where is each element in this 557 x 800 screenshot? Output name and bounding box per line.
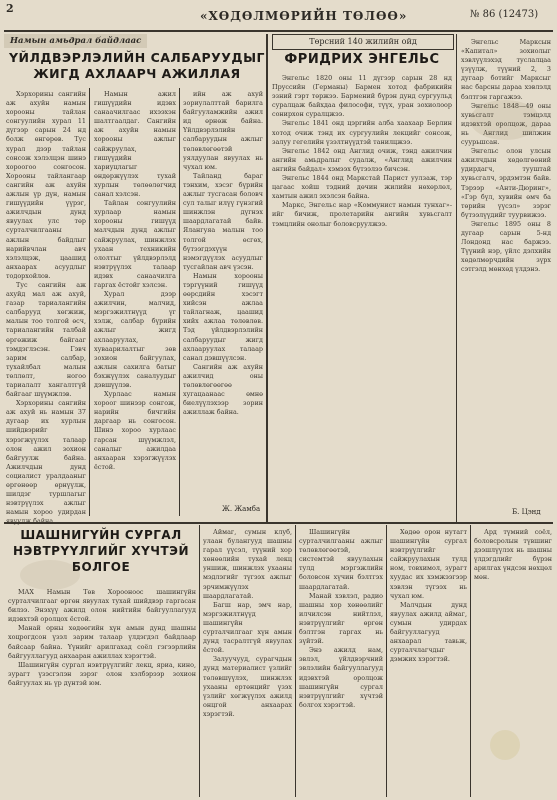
bottom-paragraph-3: Шашингүйн сургал нэвтрүүлгийг лекц, яриа, кино, зурагт үзэсгэлэн зэрэг олон хэлбэрээр зохион байгуулах нь үр дүнтэй юм. [8,660,196,687]
main-byline: Ж. Жамба [222,505,261,513]
main-paragraph-8: ийн аж ахуй зориулалттай барилга байгууламжийн ажил ид өрнөж байна. Үйлдвэрлэлийн салбаруудын ажлыг төлөвлөгөөтэй уялдуулан явуулах нь чухал юм. [183,90,263,171]
main-article-column-1 [6,90,86,516]
bottom-paragraph-9: Энэ ажилд нам, эвлэл, үйлдвэрчний эвлэлийн байгууллагууд идэвхтэй оролцож шашингүйн сургал нэвтрүүлгийг хүчтэй болгох хэрэгтэй. [299,646,383,709]
bottom-paragraph-5: Багш нар, эмч нар, мэргэжилтнүүд шашингүйн сурталчилгааг хүн амын дунд тасралтгүй явуулах ёстой. [203,600,292,655]
main-paragraph-6: Хурал дээр ажилчин, малчид, мэргэжилтнүүд үг хэлж, салбар бүрийн ажлыг жигд ахлааруулах, хуваарилалтыг зөв зохион байгуулах, ажлын сахилга батыг бэхжүүлэх саналуудыг дэвшүүлэв. [94,290,176,389]
anniversary-tagline: Төрсний 140 жилийн ойд [272,34,454,50]
main-paragraph-1: Хэрхорины сангийн аж ахуйн намын хорооны тайлан сонгуулийн хурал 11 дүгээр сарын 24 нд болж өнгөрөв. Тус хурал дээр тайлан сонсож хэлэлцэн шинэ хороогоо сонгосон. Хорооны тайлангаар сангийн аж ахуйн ажлын үр дүн, намын гишүүдийн үүрэг, ажилчдын дунд явуулах улс төр сурталчилгааны ажлын байдлыг нарийвчлан авч хэлэлцэж, цаашид анхаарах асуудлыг тодорхойлов. [6,90,86,280]
column-divider [295,525,296,797]
section-rule [4,522,553,524]
column-divider [199,525,200,797]
engels-paragraph-1: Энгельс 1820 оны 11 дүгээр сарын 28 нд Пруссийн (Германы) Бармен хотод фабрикийн эзний гэрт төржээ. Бармений бүрэн дунд сургуульд суралцаж байхдаа философи, түүх, уран зохиолоор сонирхон суралцжээ. [272,74,452,119]
main-paragraph-11: Сангийн аж ахуйн ажилчид оны төлөвлөгөөгөө хугацаанаас өмнө биелүүлэхээр зорин ажиллаж байна. [183,362,263,417]
newspaper-name: «ХӨДӨЛМӨРИЙН ТӨЛӨӨ» [200,9,408,23]
engels-paragraph-5: Маркс, Энгельс нар «Коммунист намын тунхаг»-ийг бичиж, пролетарийн ангийн хувьсгалт тэмцлийн онолыг боловсруулжээ. [272,201,452,228]
bottom-paragraph-1: МАХ Намын Төв Хорооноос шашингүйн сурталчилгааг өргөн явуулах тухай шийдвэр гаргасан билээ. Энэхүү ажилд олон нийтийн байгууллагууд идэвхтэй оролцох ёстой. [8,588,196,624]
engels-column-1 [272,74,452,520]
column-divider [386,525,387,797]
main-paragraph-4: Намын ажил гишүүдийн идэвх санаачилгаас ихээхэн шалтгаалдаг. Сангийн аж ахуйн намын хорооны ажлыг сайжруулах, гишүүдийн хариуцлагыг өндөржүүлэх тухай хурлын төлөөлөгчид санал хэлсэн. [94,90,176,199]
bottom-paragraph-6: Залуучууд, сурагчдын дунд материалист үзлийг төлөвшүүлэх, шинжлэх ухааны ертөнцийг үзэх үзлийг хөгжүүлэх ажилд онцгой анхаарах хэрэгтэй. [203,655,292,718]
main-paragraph-3: Хэрхорины сангийн аж ахуй нь намын 37 дугаар их хурлын шийдвэрийг хэрэгжүүлэх талаар олон ажил зохион байгуулж байна. Ажилчдын дунд социалист уралдааныг өргөнөөр өрнүүлж, шилдэг туршлагыг нэвтрүүлэх ажлыг намын хороо удирдан [6,399,86,517]
main-paragraph-5: Тайлан сонгуулийн хурлаар намын хорооны гишүүд малчдын дунд ажлыг сайжруулах, шинжлэх ухаан техникийн ололтыг үйлдвэрлэлд нэвтрүүлэх талаар идэвх санаачилга гаргах ёстойг хэлсэн. [94,199,176,289]
main-paragraph-2: Тус сангийн аж ахуйд мал аж ахуй, газар тариалангийн салбарууд хөгжиж, малын тоо толгой өсч, тариалангийн талбай өргөжиж байгааг тэмдэглэсэн. Гэвч зарим салбар, тухайлбал малын төллөлт, ногоо тариалалт хангалтгүй байгааг шүүмжлэв. [6,280,86,399]
main-paragraph-7: Хурлаас намын хороог шинээр сонгож, нарийн бичгийн даргаар нь сонгосон. Шинэ хороо хурлаас гарсан шүүмжлэл, саналыг ажилдаа анхааран хэрэгжүүлэх ёстой. [94,390,176,471]
page-number: 2 [6,2,14,15]
column-divider [470,525,471,797]
bottom-paragraph-11: Малчдын дунд явуулах ажилд аймаг, сумын удирдах байгууллагууд анхаарал тавьж, сурталчлагчдыг дэмжих хэрэгтэй. [390,600,467,664]
engels-paragraph-6: Энгельс Марксын «Капитал» зохиолыг хэвлүүлэхэд туслалцаа үзүүлж, түүний 2, 3 дугаар ботийг Марксыг нас барсны дараа хэвлэлд бэлтгэн гаргажээ. [461,38,551,101]
issue-number: № 86 (12473) [470,9,539,20]
column-divider [266,34,268,522]
engels-byline: Б. Цэнд [512,508,541,516]
bottom-paragraph-4: Аймаг, сумын клуб, улаан булангууд шашны гарал үүсэл, түүний хор хөнөөлийн тухай лекц уншиж, шинжлэх ухааны мэдлэгийг түгээх ажлыг эрчимжүүлэх шаардлагатай. [203,528,292,600]
bottom-paragraph-12: Ард түмний соёл, боловсролын түвшинг дээшлүүлэх нь шашны үлдэгдлийг бүрэн арилгах үндсэн нөхцөл мөн. [474,528,552,582]
main-headline: ҮЙЛДВЭРЛЭЛИЙН САЛБАРУУДЫГ ЖИГД АХЛААРЧ АЖИЛЛАЯ [9,50,265,81]
engels-column-2 [461,38,551,506]
bottom-paragraph-10: Хөдөө орон нутагт шашингүйн сургал нэвтрүүлгийг сайжруулахын тулд ном, товхимол, зурагт хуудас их хэмжээгээр хэвлэн түгээх нь чухал юм. [390,528,467,600]
main-article-column-3 [183,90,263,500]
bottom-paragraph-7: Шашингүйн сурталчилгааны ажлыг төлөвлөгөөтэй, системтэй явуулахын тулд мэргэжлийн боловсон хүчин бэлтгэх шаардлагатай. [299,528,383,591]
bottom-column-3 [299,528,383,796]
main-article-column-2 [94,90,176,516]
column-divider [179,88,180,516]
engels-paragraph-8: Энгельс олон улсын ажилчдын хөдөлгөөний удирдагч, тууштай хувьсгалч, эрдэмтэн байв. Тэрээр «Анти-Дюринг», «Гэр бүл, хувийн өмч ба төрийн үүсэл» зэрэг бүтээлүүдийг туурвижээ. [461,147,551,219]
engels-paragraph-4: Энгельс 1844 онд Маркстай Парист уулзаж, тэр цагаас хойш тэдний дөчин жилийн нөхөрлөл, хамтын ажил эхэлсэн байна. [272,174,452,201]
engels-headline: ФРИДРИХ ЭНГЕЛЬС [284,52,440,67]
engels-paragraph-3: Энгельс 1842 онд Англид очиж, тэнд ажилчин ангийн амьдралыг судалж, «Англид ажилчин ангийн байдал» хэмээх бүтээлээ бичсэн. [272,146,452,173]
masthead-rule [4,30,553,32]
engels-paragraph-7: Энгельс 1848—49 оны хувьсгалт тэмцэлд идэвхтэй оролцож, дараа нь Англид шилжин суурьшсан. [461,101,551,147]
bottom-paragraph-8: Манай хэвлэл, радио шашны хор хөнөөлийг илчилсэн нийтлэл, нэвтрүүлгийг өргөн бэлтгэн гаргах нь зүйтэй. [299,591,383,646]
engels-paragraph-9: Энгельс 1895 оны 8 дугаар сарын 5-нд Лондонд нас баржээ. Түүний нэр, үйлс дэлхийн хөдөлмөрчдийн зүрх сэтгэлд мөнхөд үлдэнэ. [461,219,551,274]
bottom-column-1 [8,588,196,796]
column-divider [89,88,90,516]
bottom-column-2 [203,528,292,796]
masthead [0,0,557,34]
engels-paragraph-2: Энгельс 1841 онд цэргийн алба хаахаар Берлин хотод очиж тэнд их сургуулийн лекцийг сонсож, залуу гегелийн үзэлтнүүдтэй танилцжээ. [272,119,452,146]
main-paragraph-9: Тайланд бараг тэнхим, хэсэг бүрийн ажлыг тусгасан боловч сул талыг илүү гүнзгий шинжлэн дүгнэх шаардлагатай байв. Ялангуяа малын тоо толгой өсгөх, бүтээгдэхүүн нэмэгдүүлэх асуудлыг тусгайлан авч үзсэн. [183,171,263,271]
section-rubric: Намын амьдрал байдлаас [4,34,147,48]
bottom-headline: ШАШНИГҮЙН СУРГАЛ НЭВТРҮҮЛГИЙГ ХҮЧТЭЙ БОЛГОЕ [12,528,190,574]
bottom-column-5 [474,528,552,796]
column-divider [456,34,457,522]
main-paragraph-10: Намын хорооны тэргүүний гишүүд өөрсдийн хэсэгт хийсэн ажлаа тайлагнаж, цаашид хийх ажлаа төлөвлөв. Тэд үйлдвэрлэлийн салбаруудыг жигд ахлааруулах талаар санал дэвшүүлсэн. [183,271,263,362]
bottom-column-4 [390,528,467,796]
bottom-paragraph-2: Манай орны хөдөөгийн хүн амын дунд шашны хоцрогдсон үзэл зарим талаар үлдэгдэл байдлаар байсаар байна. Үүнийг арилгахад соёл гэгээрлийн байгууллагууд анхааран ажиллах хэрэгтэй. [8,624,196,660]
